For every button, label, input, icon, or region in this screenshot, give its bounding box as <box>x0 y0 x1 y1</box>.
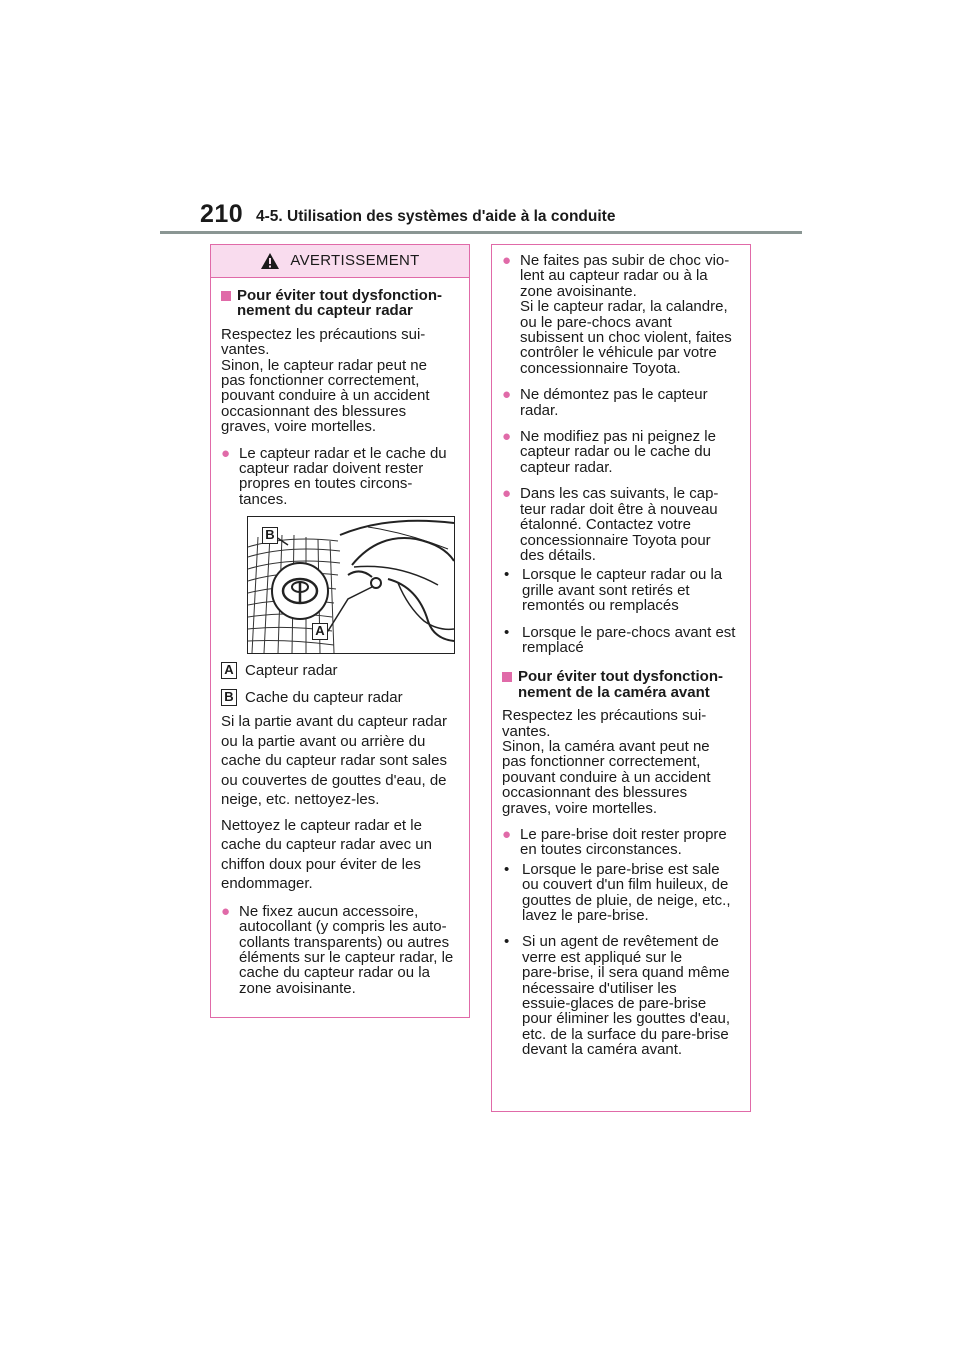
callout-b: B <box>262 527 278 544</box>
bullet-text: Ne faites pas subir de choc vio- lent au capteur radar ou à la zone avoisinante. Si le capteur radar, la calandre, ou le pare-chocs avant subissent un choc violent, faites contrôler le véhicule par votre concessionnaire Toyota. <box>520 252 732 377</box>
warning-triangle-icon <box>260 252 280 270</box>
bullet-text: Le pare-brise doit rester propre en toutes circonstances. <box>520 826 727 859</box>
list-item <box>502 253 740 376</box>
list-item <box>502 625 740 656</box>
list-item <box>502 862 740 924</box>
wiping-paragraph: Nettoyez le capteur radar et le cache du capteur radar avec un chiffon doux pour éviter de les endommager. <box>221 816 432 893</box>
bullet-text: Dans les cas suivants, le cap- teur radar doit être à nouveau étalonné. Contactez votre concessionnaire Toyota pour des détails. <box>520 485 719 564</box>
list-item <box>502 387 740 418</box>
car-front-drawing <box>248 517 454 653</box>
legend-mark-a: A <box>221 662 237 679</box>
warning-box-right <box>491 244 751 1112</box>
warning-box-left <box>210 244 470 1018</box>
page-number: 210 <box>200 200 244 228</box>
circle-bullet-icon: ● <box>502 386 512 404</box>
dash-bullet: • <box>504 623 510 641</box>
circle-bullet-icon: ● <box>502 428 512 446</box>
cleaning-paragraph: Si la partie avant du capteur radar ou la partie avant ou arrière du cache du capteur radar sont sales ou couvertes de gouttes d'eau, de neige, etc. nettoyez-les. <box>221 713 447 809</box>
warning-title: AVERTISSEMENT <box>290 252 420 270</box>
dash-text: Lorsque le pare-brise est sale ou couvert d'un film huileux, de gouttes de pluie, de neige, etc., lavez le pare-brise. <box>522 860 731 925</box>
dash-bullet: • <box>504 933 510 951</box>
subheading-camera <box>502 669 740 700</box>
list-item <box>502 429 740 475</box>
legend-text-a: Capteur radar <box>245 662 338 680</box>
bullet-text: Ne démontez pas le capteur radar. <box>520 386 708 419</box>
circle-bullet-icon: ● <box>221 902 231 920</box>
intro-text: Respectez les précautions sui- vantes. Sinon, le capteur radar peut ne pas fonctionner correctement, pouvant conduire à un accident occasionnant des blessures graves, voire mortelles. <box>221 325 430 436</box>
list-item <box>221 904 459 996</box>
dash-text: Lorsque le capteur radar ou la grille avant sont retirés et remontés ou remplacés <box>522 566 723 615</box>
circle-bullet-icon: ● <box>502 252 512 269</box>
bullet-text: Ne modifiez pas ni peignez le capteur radar ou le cache du capteur radar. <box>520 428 716 476</box>
list-item <box>502 934 740 1057</box>
circle-bullet-icon: ● <box>221 444 231 462</box>
header-rule <box>160 231 802 234</box>
square-bullet-icon <box>502 672 512 682</box>
list-item <box>502 486 740 563</box>
subheading-radar <box>221 288 459 319</box>
bullet-text: Ne fixez aucun accessoire, autocollant (y compris les auto- collants transparents) ou autres éléments sur le capteur radar, le cache du capteur radar ou la zone avoisinante. <box>239 902 454 997</box>
radar-illustration <box>247 516 455 654</box>
list-item <box>221 446 459 508</box>
section-title: 4-5. Utilisation des systèmes d'aide à la conduite <box>256 208 616 225</box>
bullet-text: Le capteur radar et le cache du capteur radar doivent rester propres en toutes circons- tances. <box>239 444 447 508</box>
dash-text: Si un agent de revêtement de verre est appliqué sur le pare-brise, il sera quand même nécessaire d'utiliser les essuie-glaces de pare-brise pour éliminer les gouttes d'eau, etc. de la surface du pare-brise devant la caméra avant. <box>522 933 730 1059</box>
subheading-text: Pour éviter tout dysfonction- nement du capteur radar <box>237 287 443 320</box>
circle-bullet-icon: ● <box>502 826 512 843</box>
legend-text-b: Cache du capteur radar <box>245 689 403 707</box>
dash-bullet: • <box>504 860 510 878</box>
subheading-text: Pour éviter tout dysfonction- nement de la caméra avant <box>518 668 724 701</box>
circle-bullet-icon: ● <box>502 485 512 503</box>
dash-text: Lorsque le pare-chocs avant est remplacé <box>522 623 736 656</box>
list-item <box>502 567 740 613</box>
square-bullet-icon <box>221 291 231 301</box>
callout-a: A <box>312 623 328 640</box>
dash-bullet: • <box>504 566 510 584</box>
legend-item-a <box>221 662 459 679</box>
legend-item-b <box>221 689 459 706</box>
legend-mark-b: B <box>221 689 237 706</box>
intro-text: Respectez les précautions sui- vantes. Sinon, la caméra avant peut ne pas fonctionner correctement, pouvant conduire à un accident occasionnant des blessures graves, voire mortelles. <box>502 707 711 817</box>
warning-header <box>211 245 469 278</box>
list-item <box>502 827 740 858</box>
